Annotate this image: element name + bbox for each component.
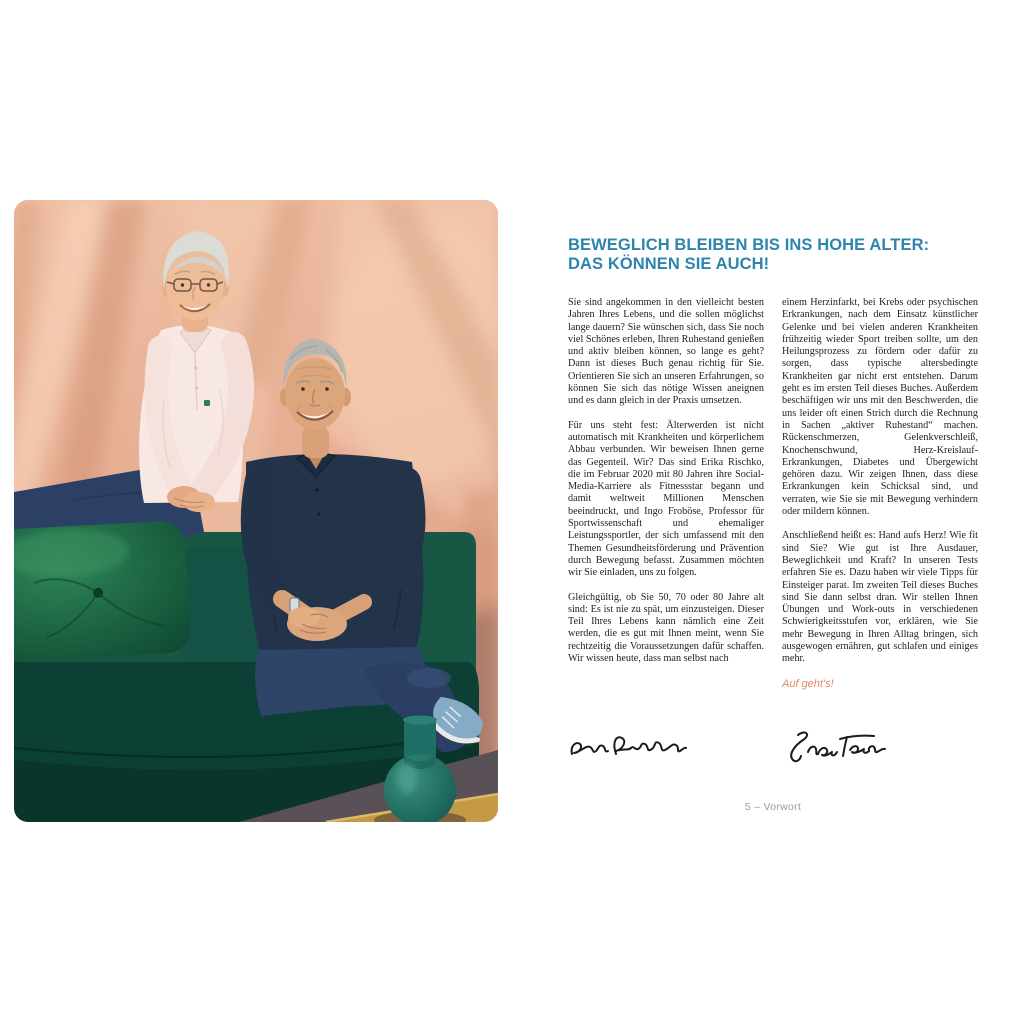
body-column-left: [568, 297, 764, 702]
book-photo: [14, 200, 498, 822]
paragraph: Sie sind angekommen in den vielleicht besten Jahren Ihres Lebens, und die sollen möglichst lange dauern? Sie wünschen sich, dass Sie noch viel Schönes erleben, Ihren Ruhestand genießen und aktiv bleiben können, so lange es geht? Dann ist dieses Buch genau richtig für Sie. Orientieren Sie sich an unseren Erfahrungen, so können Sie sich das nötige Wissen aneignen und es dann gleich in der Praxis umsetzen.: [568, 297, 764, 407]
signature-erika-rischko: [568, 730, 690, 766]
body-column-right: [782, 297, 978, 702]
paragraph: Gleichgültig, ob Sie 50, 70 oder 80 Jahre alt sind: Es ist nie zu spät, um einzusteigen. Dieser Teil Ihres Lebens kann nämlich eine Zeit werden, die es gut mit Ihnen meint, wenn Sie rechtzeitig die Voraussetzungen dafür schaffen. Wir wissen heute, dass man selbst nach: [568, 591, 764, 665]
photo-illustration: [14, 200, 498, 822]
paragraph: einem Herzinfarkt, bei Krebs oder psychischen Erkrankungen, nach dem Einsatz künstlicher Gelenke und bei vielen anderen Krankheiten frühzeitig wieder Sport treiben sollte, um den Heilungsprozess zu fördern oder dafür zu sorgen, dass typische altersbedingte Krankheiten gar nicht erst entstehen. Darum geht es im ersten Teil dieses Buches. Außerdem beschäftigen wir uns mit den Beschwerden, die uns leider oft einen Strich durch die Rechnung in Sachen „aktiver Ruhestand“ machen. Rückenschmerzen, Gelenkverschleiß, Knochenschwund, Herz-Kreislauf-Erkrankungen, Diabetes und Übergewicht gehören dazu. Wir zeigen Ihnen, dass diese Erkrankungen kein Schicksal sind, und verraten, wie Sie sie mit Bewegung verhindern oder mildern können.: [782, 297, 978, 518]
paragraph: Für uns steht fest: Älterwerden ist nicht automatisch mit Krankheiten und körperlichem Abbau verbunden. Wir beweisen Ihnen gerne das Gegenteil. Wir? Das sind Erika Rischko, die im Februar 2020 mit 80 Jahren ihre Social-Media-Karriere als Fitnessstar begann und damit weltweit Millionen Menschen beeindruckt, und Ingo Froböse, Professor für Sportwissenschaft und ehemaliger Leistungssportler, der sich umfassend mit den Themen Gesundheitsförderung und Prävention durch Bewegung befasst. Zusammen möchten wir Sie einladen, uns zu folgen.: [568, 419, 764, 579]
page-number-and-chapter: 5 – Vorwort: [744, 801, 802, 813]
paragraph: Anschließend heißt es: Hand aufs Herz! Wie fit sind Sie? Wie gut ist Ihre Ausdauer, Beweglichkeit und Kraft? In unseren Tests erfahren Sie es. Dazu haben wir viele Tipps für Einsteiger parat. Im zweiten Teil dieses Buches sind Sie dann selbst dran. Wir stellen Ihnen Übungen und Work-outs in verschiedenen Schwierigkeitsstufen vor, erklären, wie Sie mehr Bewegung in Ihren Alltag bringen, sich ausgewogen ernähren, gut schlafen und einiges mehr.: [782, 530, 978, 665]
body-text: [568, 297, 978, 702]
page-title: [568, 236, 978, 274]
signature-ingo-glyph: [776, 726, 890, 768]
callout-auf-gehts: Auf geht's!: [782, 677, 834, 690]
sofa-cushion: [14, 520, 191, 662]
chapter-header: [568, 236, 978, 274]
page-title-line1: BEWEGLICH BLEIBEN BIS INS HOHE ALTER:: [568, 236, 930, 254]
page-title-line2: DAS KÖNNEN SIE AUCH!: [568, 255, 770, 273]
signature-erika-glyph: [568, 730, 690, 766]
page-footer: [568, 801, 978, 813]
signature-ingo-froboese: [776, 726, 890, 768]
